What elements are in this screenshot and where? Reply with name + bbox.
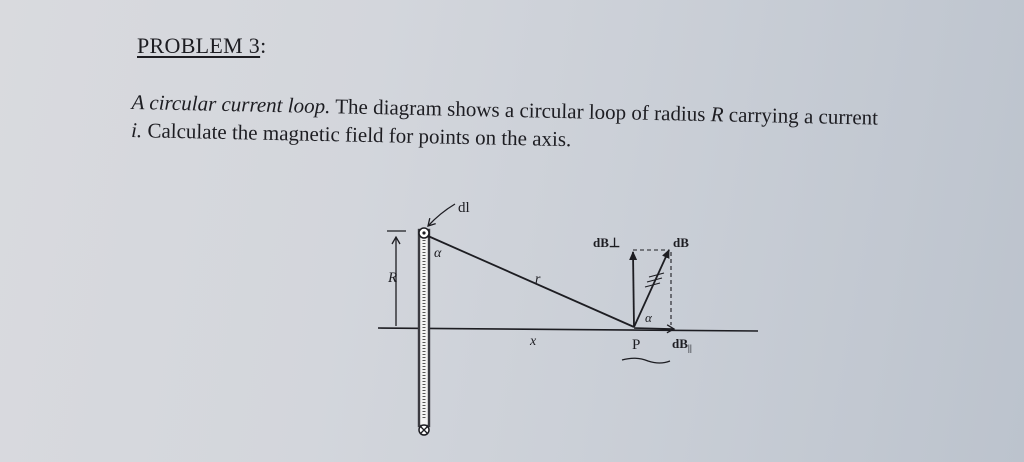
problem-sentence-1: The diagram shows a circular loop of radius: [334, 94, 706, 127]
problem-sentence-1-end: carrying a current: [728, 102, 879, 130]
db-parallel-vector: [634, 328, 674, 329]
r-label: r: [535, 272, 541, 287]
radius-label: R: [388, 270, 398, 286]
db-perp-label: dB⊥: [593, 235, 621, 250]
db-parallel-label-main: dB: [672, 336, 688, 351]
x-label: x: [530, 334, 537, 349]
problem-sentence-2: Calculate the magnetic field for points on the axis.: [147, 118, 572, 152]
current-out-dot-icon: [422, 231, 425, 234]
dl-label: dl: [458, 200, 470, 216]
point-p-underline: [622, 358, 670, 363]
current-symbol: i.: [130, 117, 143, 143]
db-parallel-label: [672, 336, 692, 353]
db-parallel-label-sub: ||: [687, 343, 692, 353]
problem-lead: A circular current loop.: [131, 89, 331, 119]
db-label: dB: [673, 235, 689, 250]
db-perp-vector: [633, 252, 634, 327]
problem-heading-colon: :: [260, 33, 267, 58]
axis-line: [378, 328, 758, 331]
alpha-top-label: α: [434, 246, 442, 261]
dl-arrow: [428, 204, 455, 226]
point-p-label: P: [632, 337, 641, 353]
radius-symbol: R: [710, 102, 724, 127]
problem-heading-title: PROBLEM 3: [137, 33, 261, 58]
alpha-bottom-label: α: [645, 310, 652, 325]
